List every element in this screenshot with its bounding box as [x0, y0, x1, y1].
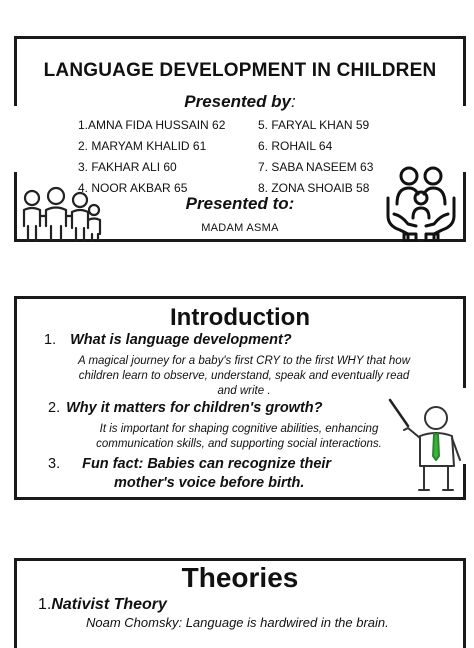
theory-1-heading: 1.Nativist Theory [38, 596, 167, 613]
introduction-title: Introduction [170, 304, 310, 331]
frame-top [14, 36, 466, 39]
family-hands-icon [382, 164, 460, 242]
presenter-name: 3. FAKHAR ALI 60 [78, 160, 177, 174]
title-slide [14, 36, 466, 242]
children-group-icon [18, 186, 102, 242]
question-3-line-2: mother's voice before birth. [114, 475, 305, 491]
presenter-name: 8. ZONA SHOAIB 58 [258, 181, 370, 195]
presenters-right [258, 118, 373, 202]
question-2: 2. Why it matters for children's growth? [48, 400, 323, 416]
teacher-pointer-icon [386, 396, 466, 492]
question-1: 1. What is language development? [44, 332, 292, 348]
question-2-description: It is important for shaping cognitive abilities, enhancing communication skills, and supporting social interactions. [96, 423, 382, 450]
question-3: 3. Fun fact: Babies can recognize their [48, 456, 332, 472]
presenter-name: 1.AMNA FIDA HUSSAIN 62 [78, 118, 226, 132]
main-title: LANGUAGE DEVELOPMENT IN CHILDREN [43, 60, 437, 81]
introduction-slide [14, 296, 466, 500]
presented-by-heading: Presented by: [184, 92, 296, 111]
presented-to-heading: Presented to: [185, 194, 295, 213]
question-1-description: A magical journey for a baby's first CRY to the first WHY that how children learn to observe, understand, speak and eventually read and write . [78, 355, 410, 397]
theories-slide [14, 558, 466, 648]
presenter-name: 7. SABA NASEEM 63 [258, 160, 374, 174]
presented-to-name: MADAM ASMA [201, 222, 279, 234]
presenter-name: 4. NOOR AKBAR 65 [78, 181, 188, 195]
theories-title: Theories [181, 562, 299, 593]
presenter-name: 2. MARYAM KHALID 61 [78, 139, 207, 153]
theory-1-description: Noam Chomsky: Language is hardwired in the brain. [86, 615, 389, 630]
presenter-name: 5. FARYAL KHAN 59 [258, 118, 370, 132]
presenter-name: 6. ROHAIL 64 [258, 139, 333, 153]
